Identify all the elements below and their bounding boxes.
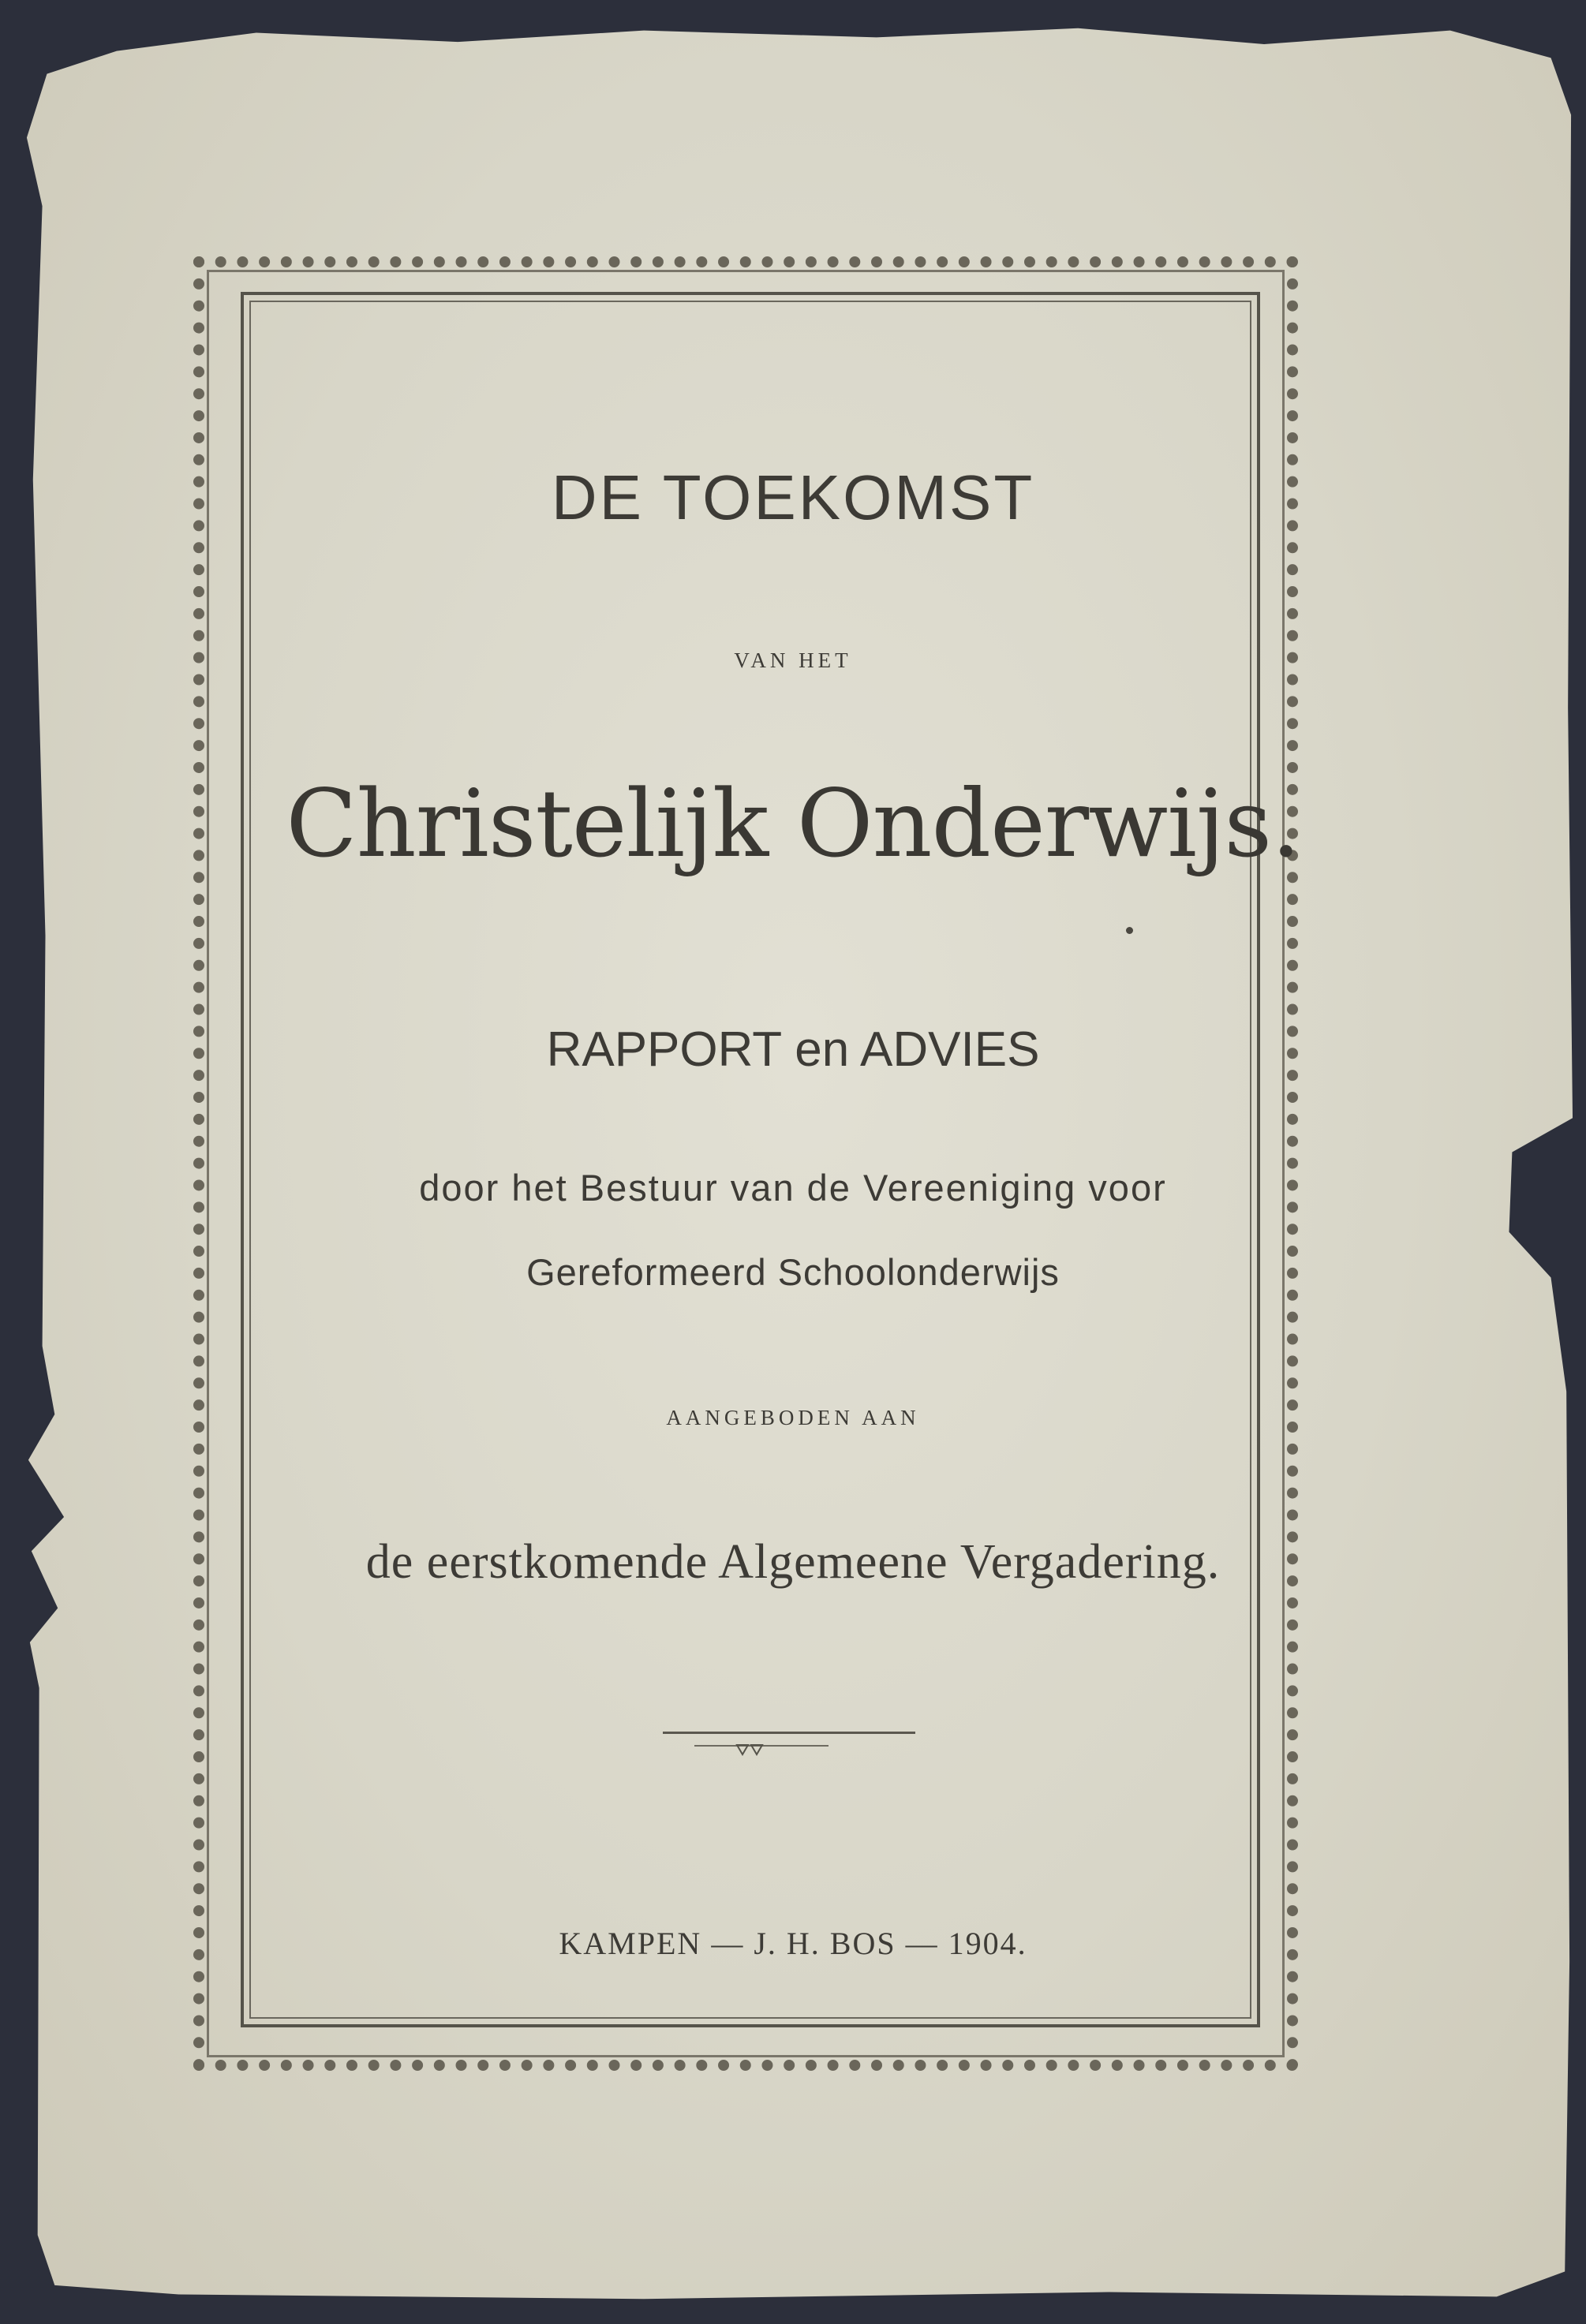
imprint: KAMPEN — J. H. BOS — 1904.: [559, 1926, 1027, 1961]
connector-aangeboden-aan: AANGEBODEN AAN: [666, 1406, 920, 1429]
divider-rule: [663, 1732, 915, 1734]
main-title: Christelijk Onderwijs.: [286, 769, 1300, 878]
recipient-line: de eerstkomende Algemeene Vergadering.: [365, 1535, 1221, 1589]
byline-line-2: Gereformeerd Schoolonderwijs: [526, 1251, 1060, 1293]
ink-speck: [1126, 927, 1133, 934]
divider-ornament-icon: [726, 1742, 773, 1761]
title-line-1: DE TOEKOMST: [551, 462, 1035, 532]
connector-van-het: VAN HET: [734, 648, 852, 672]
byline-line-1: door het Bestuur van de Vereeniging voor: [419, 1167, 1167, 1209]
inner-border: [241, 292, 1260, 2027]
subtitle: RAPPORT en ADVIES: [546, 1022, 1040, 1077]
